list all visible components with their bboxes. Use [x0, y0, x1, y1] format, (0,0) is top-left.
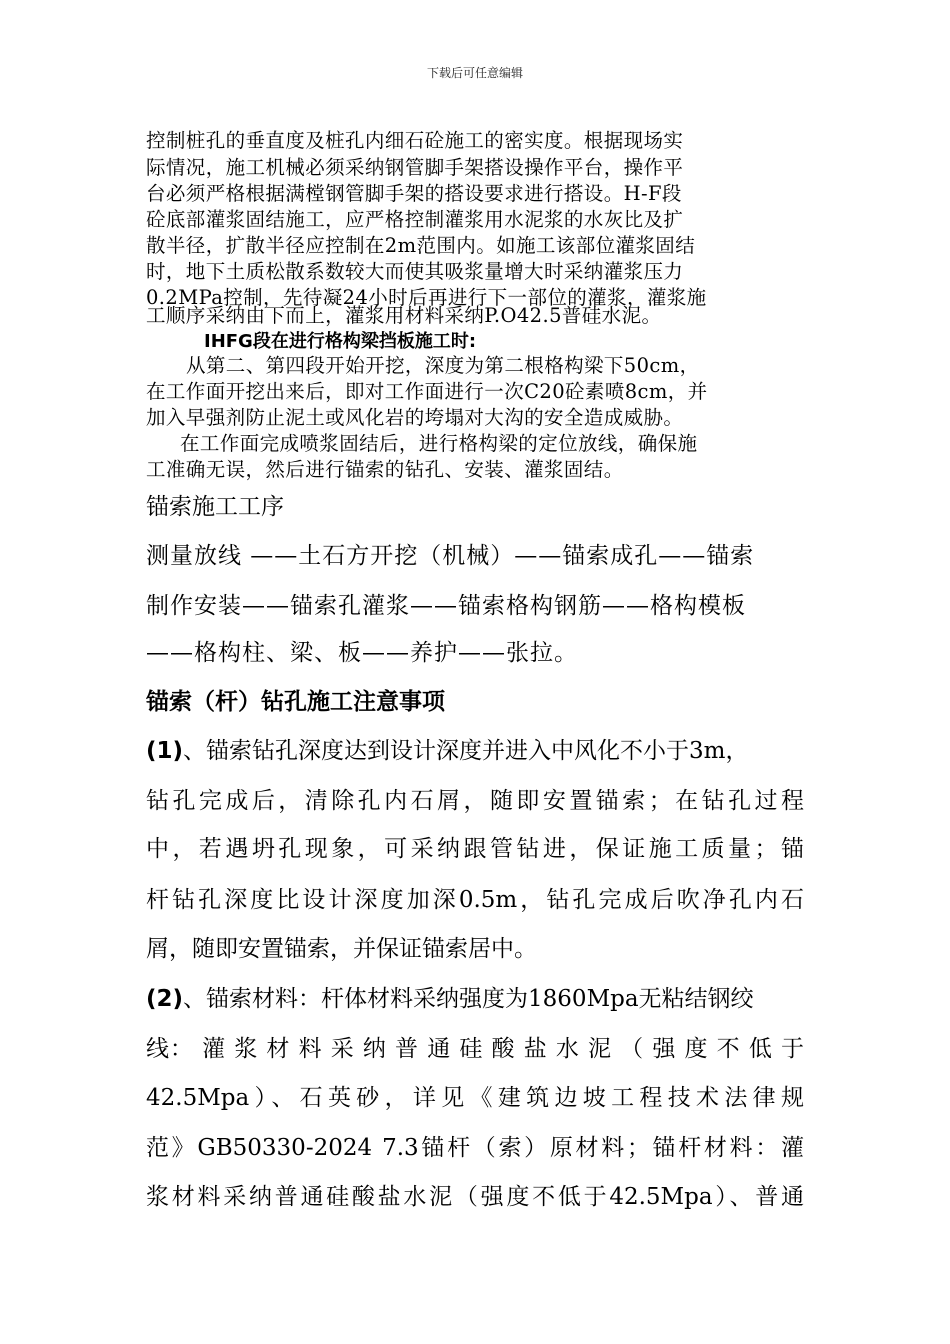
list-item-text: 、锚索钻孔深度达到设计深度并进入中风化不小于3m，	[183, 738, 749, 764]
list-item-line: 浆材料采纳普通硅酸盐水泥（强度不低于42.5Mpa）、普通	[146, 1184, 804, 1210]
process-flow-line: 制作安装——锚索孔灌浆——锚索格构钢筋——格构模板	[146, 593, 746, 619]
list-item-line: 中，若遇坍孔现象，可采纳跟管钻进，保证施工质量；锚	[146, 836, 804, 862]
list-item-line: 屑，随即安置锚索，并保证锚索居中。	[146, 936, 537, 962]
process-flow-line: ——格构柱、梁、板——养护——张拉。	[146, 640, 578, 666]
paragraph-line: 加入早强剂防止泥土或风化岩的垮塌对大沟的安全造成威胁。	[146, 406, 684, 429]
list-item-line: 钻孔完成后，清除孔内石屑，随即安置锚索；在钻孔过程	[146, 788, 804, 814]
paragraph-line: 从第二、第四段开始开挖，深度为第二根格构梁下50cm，	[186, 354, 700, 377]
paragraph-line: 工顺序采纳由下而上，灌浆用材料采纳P.O42.5普硅水泥。	[146, 304, 662, 327]
section-heading-ihfg: IHFG段在进行格构梁挡板施工时:	[204, 331, 477, 352]
paragraph-line: 控制桩孔的垂直度及桩孔内细石砼施工的密实度。根据现场实	[146, 129, 684, 152]
paragraph-line: 时，地下土质松散系数较大而使其吸浆量增大时采纳灌浆压力	[146, 260, 684, 283]
paragraph-line: 散半径，扩散半径应控制在2m范围内。如施工该部位灌浆固结	[146, 234, 696, 257]
list-marker: (1)	[146, 738, 184, 764]
paragraph-line: 台必须严格根据满樘钢管脚手架的搭设要求进行搭设。H-F段	[146, 182, 682, 205]
process-title: 锚索施工工序	[146, 494, 284, 520]
list-item-line: 杆钻孔深度比设计深度加深0.5m，钻孔完成后吹净孔内石	[146, 887, 804, 913]
paragraph-line: 0.2MPa控制，先待凝24小时后再进行下一部位的灌浆，灌浆施	[146, 286, 707, 309]
paragraph-line: 际情况，施工机械必须采纳钢管脚手架搭设操作平台，操作平	[146, 156, 684, 179]
list-item-line: 线： 灌 浆 材 料 采 纳 普 通 硅 酸 盐 水 泥 （ 强 度 不 低 于	[146, 1036, 804, 1062]
process-flow-line: 测量放线 ——土石方开挖（机械）——锚索成孔——锚索	[146, 543, 755, 569]
paragraph-line: 在工作面开挖出来后，即对工作面进行一次C20砼素喷8cm，并	[146, 380, 708, 403]
paragraph-line: 在工作面完成喷浆固结后，进行格构梁的定位放线，确保施	[180, 432, 698, 455]
list-item-1-first-line	[146, 732, 748, 765]
paragraph-line: 砼底部灌浆固结施工，应严格控制灌浆用水泥浆的水灰比及扩	[146, 208, 684, 231]
list-item-line: 范》GB50330-2024 7.3锚杆（索）原材料；锚杆材料：灌	[146, 1135, 804, 1161]
page-header-note: 下载后可任意编辑	[426, 66, 523, 80]
drilling-notes-heading: 锚索（杆）钻孔施工注意事项	[146, 688, 445, 715]
list-marker: (2)	[146, 986, 184, 1012]
paragraph-line: 工准确无误，然后进行锚索的钻孔、安装、灌浆固结。	[146, 458, 624, 481]
list-item-line: 42.5Mpa）、石英砂，详见《建筑边坡工程技术法律规	[146, 1085, 804, 1111]
list-item-2-first-line	[146, 980, 754, 1013]
list-item-text: 、锚索材料：杆体材料采纳强度为1860Mpa无粘结钢绞	[183, 986, 754, 1012]
